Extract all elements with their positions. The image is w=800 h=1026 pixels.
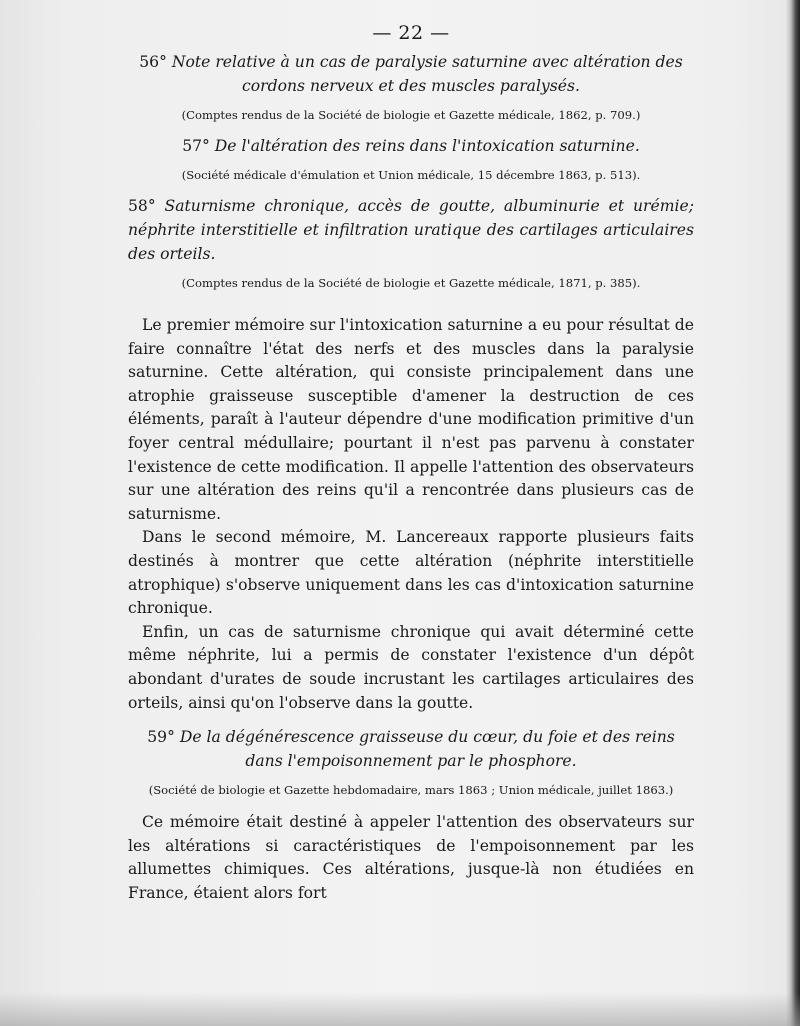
entry-56-number: 56°: [139, 53, 167, 71]
entry-56-citation: (Comptes rendus de la Société de biologie et Gazette médicale, 1862, p. 709.): [181, 108, 641, 122]
entry-57-number: 57°: [182, 137, 210, 155]
entry-58-title: Saturnisme chronique, accès de goutte, albuminurie et urémie; néphrite interstitielle et infiltration uratique des cartilages articulaires des orteils.: [128, 197, 694, 263]
entry-56-title-line: [128, 50, 694, 98]
entry-58-number: 58°: [128, 197, 156, 215]
entry-57-title-line: [128, 134, 694, 158]
closing-paragraph: Ce mémoire était destiné à appeler l'attention des observateurs sur les altérations si caractéristiques de l'empoisonnement par les allumettes chimiques. Ces altérations, jusque-là non étudiées en France, étaient alors fort: [128, 813, 694, 902]
entry-57-citation: (Société médicale d'émulation et Union médicale, 15 décembre 1863, p. 513).: [181, 168, 641, 182]
page-bottom-shade: [0, 992, 800, 1026]
entry-59-title-line: [128, 725, 694, 773]
entry-57-title: De l'altération des reins dans l'intoxication saturnine.: [214, 137, 640, 155]
entry-59-number: 59°: [147, 728, 175, 747]
paragraph-1: Le premier mémoire sur l'intoxication saturnine a eu pour résultat de faire connaître l'état des nerfs et des muscles dans la paralysie saturnine. Cette altération, qui consiste principalement dans une atrophie graisseuse susceptible d'amener la destruction de ces éléments, paraît à l'auteur dépendre d'une modification primitive d'un foyer central médullaire; pourtant il n'est pas parvenu à constater l'existence de cette modification. Il appelle l'attention des observateurs sur une altération des reins qu'il a rencontrée dans plusieurs cas de saturnisme.: [128, 316, 694, 523]
entry-58-citation: (Comptes rendus de la Société de biologie et Gazette médicale, 1871, p. 385).: [181, 276, 641, 290]
paragraph-2: Dans le second mémoire, M. Lancereaux rapporte plusieurs faits destinés à montrer que cette altération (néphrite interstitielle atrophique) s'observe uniquement dans les cas d'intoxication saturnine chronique.: [128, 528, 694, 618]
page-number: — 22 —: [372, 22, 450, 44]
page-edge-shadow: [786, 0, 800, 1026]
paragraph-3: Enfin, un cas de saturnisme chronique qui avait déterminé cette même néphrite, lui a permis de constater l'existence d'un dépôt abondant d'urates de soude incrustant les cartilages articulaires des orteils, ainsi qu'on l'observe dans la goutte.: [128, 622, 694, 712]
page-text-block: [128, 22, 694, 905]
entry-56-title: Note relative à un cas de paralysie saturnine avec altération des cordons nerveux et des muscles paralysés.: [171, 53, 683, 95]
entry-59-citation: (Société de biologie et Gazette hebdomadaire, mars 1863 ; Union médicale, juillet 1863.): [148, 783, 674, 798]
entry-58-title-line: [128, 194, 694, 266]
entry-59-title: De la dégénérescence graisseuse du cœur, du foie et des reins dans l'empoisonnement par le phosphore.: [179, 728, 675, 771]
